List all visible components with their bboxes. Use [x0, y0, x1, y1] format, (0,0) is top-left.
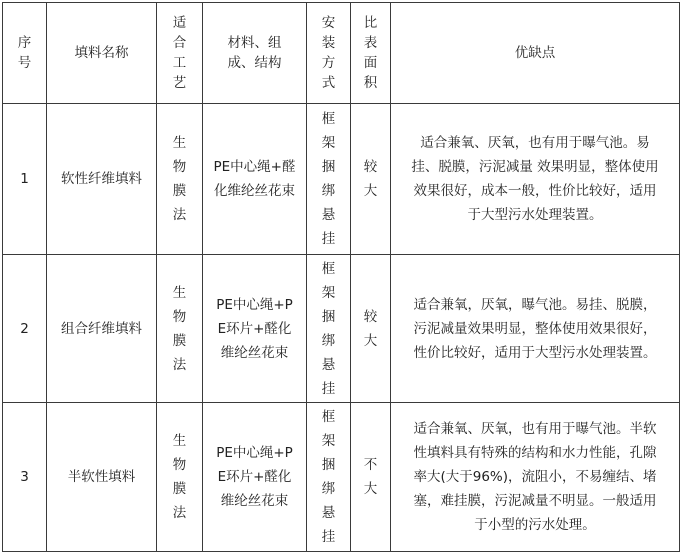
header-surface: 比表面积 — [351, 3, 391, 104]
header-process: 适合工艺 — [157, 3, 203, 104]
cell-material: PE中心绳+PE环片+醛化维纶丝花束 — [203, 255, 307, 403]
cell-surface: 较大 — [351, 104, 391, 255]
cell-pros-cons: 适合兼氧、厌氧，也有用于曝气池。易挂、脱膜，污泥减量 效果明显，整体使用效果很好，成本一般，性价比较好，适用于大型污水处理装置。 — [391, 104, 680, 255]
header-install: 安装方式 — [307, 3, 351, 104]
table-row — [3, 403, 680, 552]
cell-pros-cons: 适合兼氧，厌氧，曝气池。易挂、脱膜，污泥减量效果明显，整体使用效果很好，性价比较好，适用于大型污水处理装置。 — [391, 255, 680, 403]
cell-surface: 较大 — [351, 255, 391, 403]
header-name: 填料名称 — [47, 3, 157, 104]
cell-surface: 不大 — [351, 403, 391, 552]
cell-material: PE中心绳+醛化维纶丝花束 — [203, 104, 307, 255]
cell-index: 1 — [3, 104, 47, 255]
cell-name: 软性纤维填料 — [47, 104, 157, 255]
cell-install: 框架捆绑悬挂 — [307, 255, 351, 403]
cell-material: PE中心绳+PE环片+醛化维纶丝花束 — [203, 403, 307, 552]
cell-index: 2 — [3, 255, 47, 403]
table-row — [3, 255, 680, 403]
cell-process: 生物膜法 — [157, 255, 203, 403]
cell-name: 组合纤维填料 — [47, 255, 157, 403]
header-pros-cons: 优缺点 — [391, 3, 680, 104]
cell-process: 生物膜法 — [157, 403, 203, 552]
cell-process: 生物膜法 — [157, 104, 203, 255]
cell-pros-cons: 适合兼氧、厌氧，也有用于曝气池。半软性填料具有特殊的结构和水力性能，孔隙率大(大于96%)，流阻小，不易缠结、堵塞，难挂膜，污泥减量不明显。一般适用于小型的污水处理。 — [391, 403, 680, 552]
header-index: 序号 — [3, 3, 47, 104]
filler-comparison-table — [2, 2, 680, 552]
cell-name: 半软性填料 — [47, 403, 157, 552]
table-row — [3, 104, 680, 255]
cell-index: 3 — [3, 403, 47, 552]
header-row — [3, 3, 680, 104]
header-material: 材料、组成、结构 — [203, 3, 307, 104]
cell-install: 框架捆绑悬挂 — [307, 403, 351, 552]
cell-install: 框架捆绑悬挂 — [307, 104, 351, 255]
